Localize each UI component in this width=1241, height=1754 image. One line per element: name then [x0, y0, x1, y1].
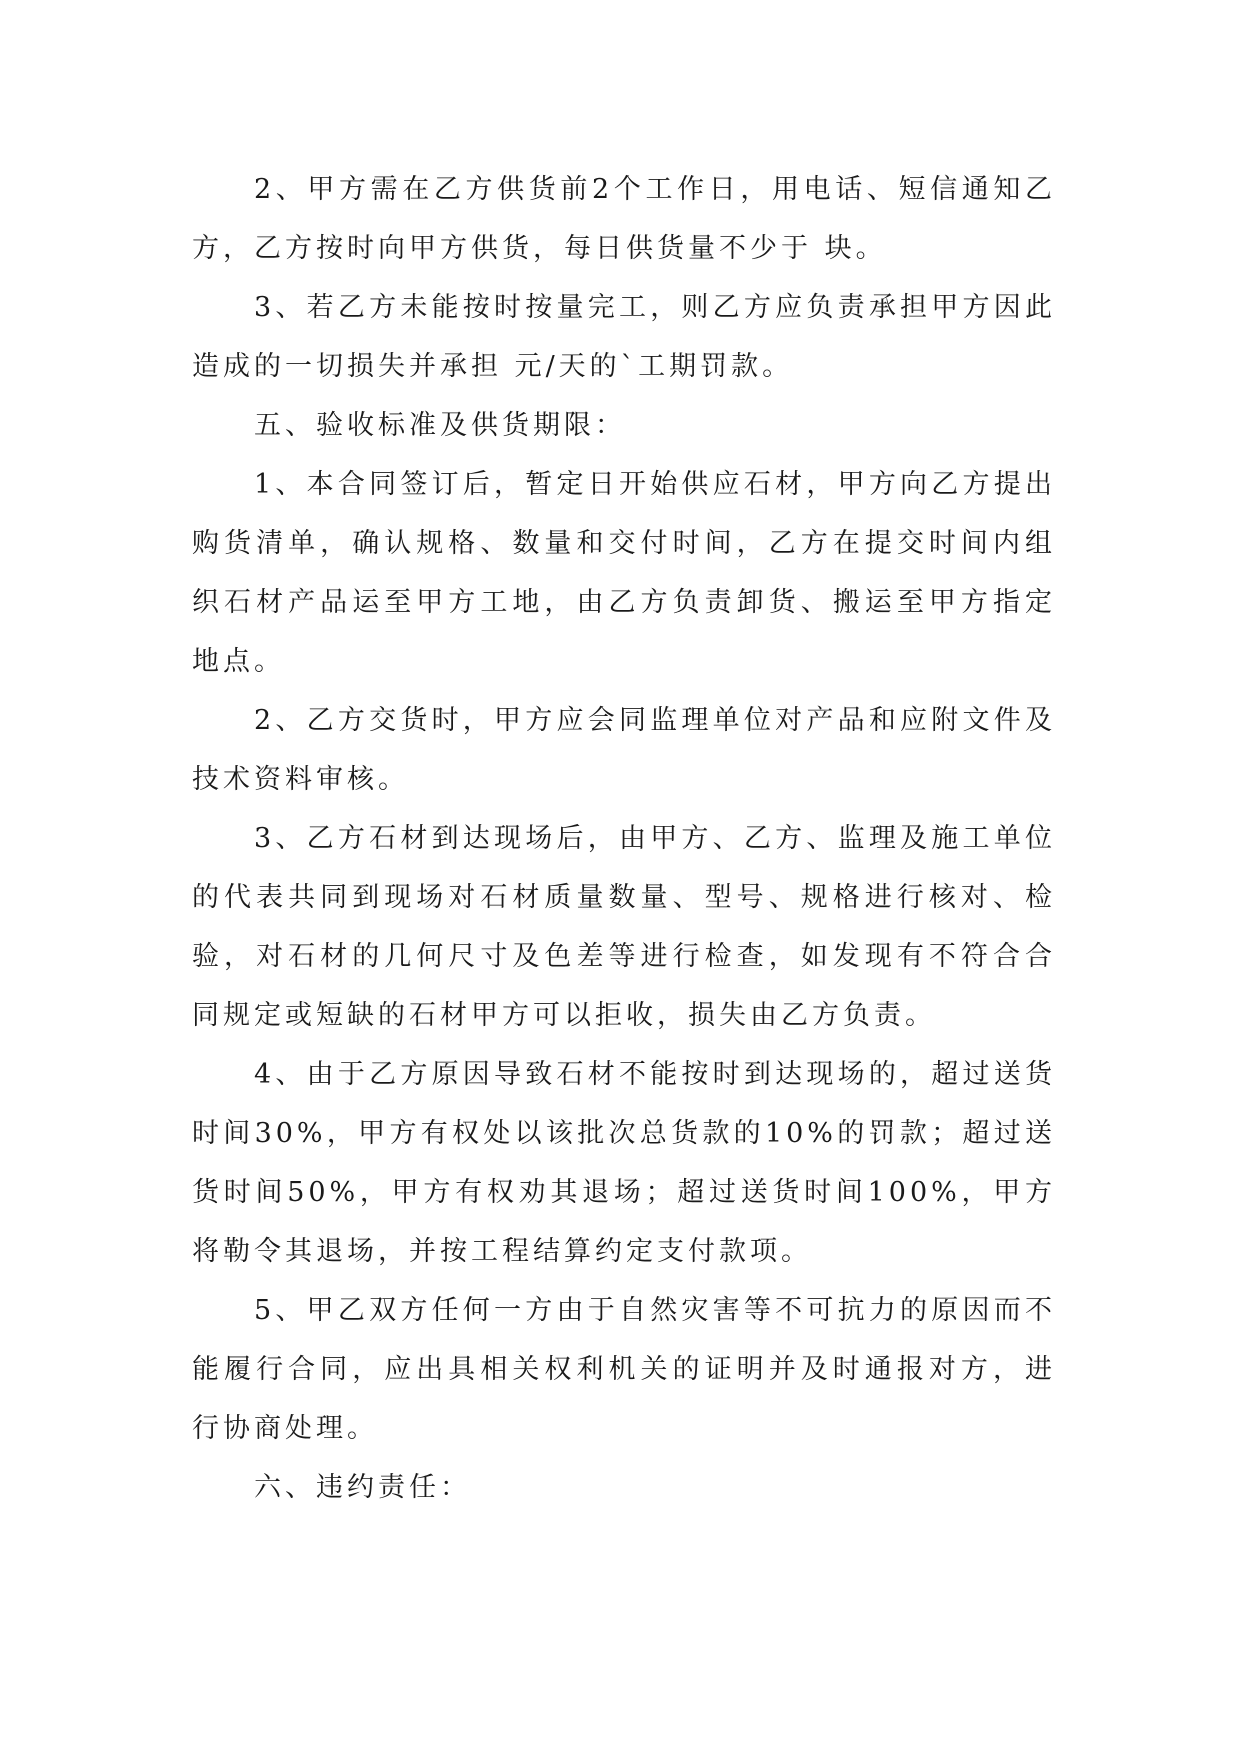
paragraph-acceptance-3: 3、乙方石材到达现场后，由甲方、乙方、监理及施工单位的代表共同到现场对石材质量数量、型号、规格进行核对、检验，对石材的几何尺寸及色差等进行检查，如发现有不符合合同规定或短缺的石材甲方可以拒收，损失由乙方负责。: [192, 823, 1056, 1031]
document-page: [192, 160, 1056, 1517]
paragraph-acceptance-2: 2、乙方交货时，甲方应会同监理单位对产品和应附文件及技术资料审核。: [192, 705, 1056, 795]
section-heading-acceptance: 五、验收标准及供货期限：: [254, 410, 626, 441]
paragraph-acceptance-5: 5、甲乙双方任何一方由于自然灾害等不可抗力的原因而不能履行合同，应出具相关权利机关的证明并及时通报对方，进行协商处理。: [192, 1295, 1056, 1444]
paragraph-item-2-notice: 2、甲方需在乙方供货前2个工作日，用电话、短信通知乙方，乙方按时向甲方供货，每日供货量不少于 块。: [192, 174, 1056, 264]
section-heading-liability: 六、违约责任：: [254, 1472, 471, 1503]
paragraph-item-3-penalty: 3、若乙方未能按时按量完工，则乙方应负责承担甲方因此造成的一切损失并承担 元/天的`工期罚款。: [192, 292, 1056, 382]
paragraph-acceptance-4: 4、由于乙方原因导致石材不能按时到达现场的，超过送货时间30%，甲方有权处以该批次总货款的10%的罚款；超过送货时间50%，甲方有权劝其退场；超过送货时间100%，甲方将勒令其退场，并按工程结算约定支付款项。: [192, 1059, 1056, 1267]
paragraph-acceptance-1: 1、本合同签订后，暂定日开始供应石材，甲方向乙方提出购货清单，确认规格、数量和交付时间，乙方在提交时间内组织石材产品运至甲方工地，由乙方负责卸货、搬运至甲方指定地点。: [192, 469, 1056, 677]
